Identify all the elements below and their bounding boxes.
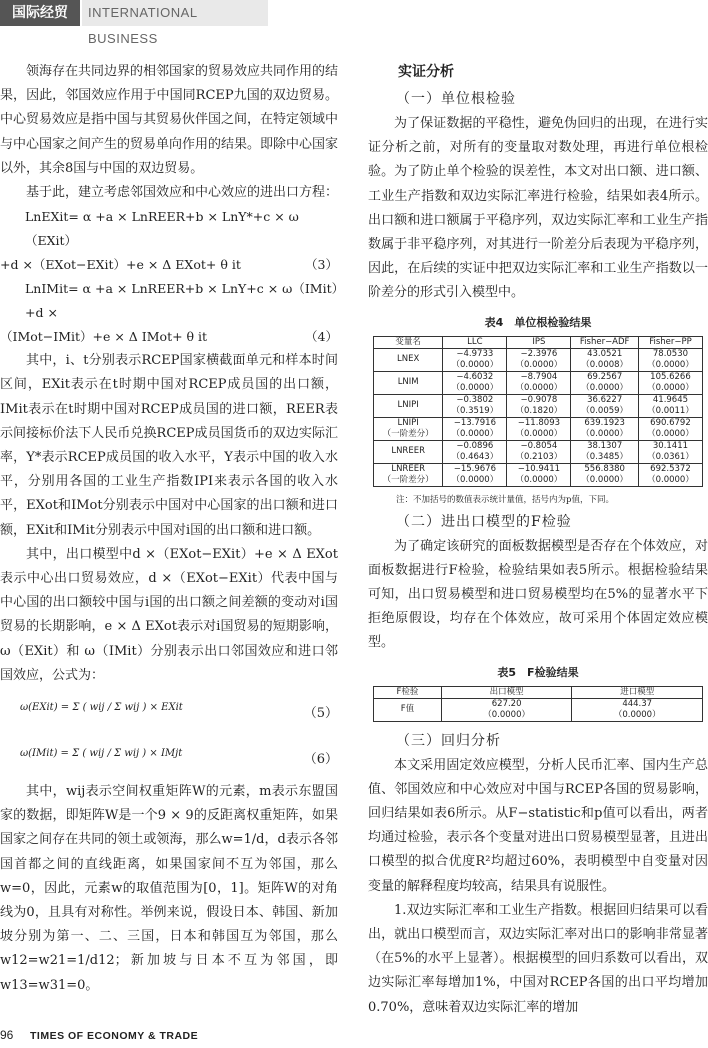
table-cell: 43.0521 （0.0008） <box>571 348 639 371</box>
table-row <box>374 440 703 463</box>
section-label-en: INTERNATIONAL BUSINESS <box>82 0 268 26</box>
table-header-cell: 变量名 <box>374 336 443 348</box>
table-note: 注：不加括号的数值表示统计量值，括号内为p值，下同。 <box>396 494 614 505</box>
table-cell: −13.7916 （0.0000） <box>443 417 507 440</box>
subsection-heading: （二）进出口模型的F检验 <box>396 513 572 530</box>
equation-number: （5） <box>303 706 338 722</box>
table-cell: 444.37 （0.0000） <box>572 698 703 721</box>
table-header-cell: LLC <box>443 336 507 348</box>
table-cell: −8.7904 （0.0000） <box>507 371 571 394</box>
table-cell: 639.1923 （0.0000） <box>571 417 639 440</box>
table-row <box>374 463 703 486</box>
paragraph: 基于此，建立考虑邻国效应和中心效应的进出口方程： <box>26 185 339 201</box>
table-header-row <box>374 336 703 348</box>
page-footer <box>0 1018 708 1048</box>
table-header-cell: Fisher−PP <box>638 336 702 348</box>
table-row <box>374 698 703 721</box>
table-cell: 36.6227 （0.0059） <box>571 394 639 417</box>
table-cell: 690.6792 （0.0000） <box>638 417 702 440</box>
table-cell: LNREER （一阶差分） <box>374 463 443 486</box>
table-header-cell: Fisher−ADF <box>571 336 639 348</box>
table-cell: 692.5372 （0.0000） <box>638 463 702 486</box>
page-number: 96 <box>0 1028 14 1042</box>
table-row <box>374 371 703 394</box>
table-cell: 41.9645 （0.0011） <box>638 394 702 417</box>
formula-text: ω(EXit) = Σ ( wij / Σ wij ) × EXit <box>20 702 183 714</box>
table-cell: LNIPI （一阶差分） <box>374 417 443 440</box>
paragraph: 为了确定该研究的面板数据模型是否存在个体效应，对面板数据进行F检验，检验结果如表5所示。根据检验结果可知，出口贸易模型和进口贸易模型均在5%的显著水平下拒绝原假设，均存在个体效应，故可采用个体固定效应模型。 <box>368 538 708 651</box>
formula-text: ω(IMit) = Σ ( wij / Σ wij ) × IMjt <box>20 748 183 760</box>
table-row <box>374 394 703 417</box>
table-cell: −10.9411 （0.0000） <box>507 463 571 486</box>
table-cell: 30.1411 （0.0361） <box>638 440 702 463</box>
formula-6 <box>0 734 338 780</box>
right-column <box>368 60 708 1020</box>
paragraph: 本文采用固定效应模型，分析人民币汇率、国内生产总值、邻国效应和中心效应对中国与RCEP各国的贸易影响，回归结果如表6所示。从F−statistic和p值可以看出，两者均通过检验，表示各个变量对进出口贸易模型显著，且进出口模型的拟合优度R²均超过60%，表明模型中自变量对因变量的解释程度均较高，结果具有说服性。 <box>368 757 708 894</box>
paragraph: 为了保证数据的平稳性，避免伪回归的出现，在进行实证分析之前，对所有的变量取对数处理，再进行单位根检验。为了防止单个检验的误差性，本文对出口额、进口额、工业生产指数和双边实际汇率进行检验，结果如表4所示。出口额和进口额属于平稳序列，双边实际汇率和工业生产指数属于非平稳序列，对其进行一阶差分后表现为平稳序列，因此，在后续的实证中把双边实际汇率和工业生产指数以一阶差分的形式引入模型中。 <box>368 116 708 301</box>
equation-number: （3） <box>305 257 338 273</box>
table-header-cell: IPS <box>507 336 571 348</box>
table-caption: 表5 F检验结果 <box>497 665 579 679</box>
table-cell: −0.8054 （0.2103） <box>507 440 571 463</box>
table-body <box>374 348 703 486</box>
table-cell: LNREER <box>374 440 443 463</box>
table-cell: −0.3802 （0.3519） <box>443 394 507 417</box>
equation-line: +d ×（EXot−EXit）+e × Δ EXot+ θ it <box>0 257 241 273</box>
table-cell: −4.6032 （0.0000） <box>443 371 507 394</box>
table-cell: LNIPI <box>374 394 443 417</box>
paragraph: 领海存在共同边界的相邻国家的贸易效应共同作用的结果，因此，邻国效应作用于中国同RCEP九国的双边贸易。中心贸易效应是指中国与其贸易伙伴国之间，在特定领域中与中心国家之间产生的贸易单向作用的结果。即除中心国家以外，其余8国与中国的双边贸易。 <box>0 64 339 176</box>
table-header-cell: 出口模型 <box>441 686 572 698</box>
table-row <box>374 417 703 440</box>
table-cell: 627.20 （0.0000） <box>441 698 572 721</box>
subsection-heading: （一）单位根检验 <box>396 91 516 107</box>
table-cell: 38.1307 （0.3485） <box>571 440 639 463</box>
equation-4 <box>0 277 338 349</box>
equation-line: LnIMit= α +a × LnREER+b × LnY+c × ω（IMit）+d × <box>25 281 338 321</box>
paragraph: 其中，wij表示空间权重矩阵W的元素，m表示东盟国家的数据，即矩阵W是一个9 × 9的反距离权重矩阵，如果国家之间存在共同的领土或领海，那么w=1/d，d表示各邻国首都之间的直线距离，如果国家间不互为邻国，那么w=0，因此，元素w的取值范围为[0，1]。矩阵W的对角线为0，且具有对称性。举例来说，假设日本、韩国、新加坡分别为第一、二、三国，日本和韩国互为邻国，那么w12=w21=1/d12；新加坡与日本不互为邻国，即w13=w31=0。 <box>0 784 338 993</box>
table-cell: LNIM <box>374 371 443 394</box>
equation-line: LnEXit= α +a × LnREER+b × LnY*+c × ω（EXit） <box>25 209 299 249</box>
paragraph: 1.双边实际汇率和工业生产指数。根据回归结果可以看出，就出口模型而言，双边实际汇率对出口的影响非常显著（在5%的水平上显著）。根据模型的回归系数可以看出，双边实际汇率每增加1%，中国对RCEP各国的出口平均增加0.70%，意味着双边实际汇率的增加 <box>368 902 708 1015</box>
section-header <box>0 0 708 46</box>
table-cell: −0.9078 （0.1820） <box>507 394 571 417</box>
table-cell: −11.8093 （0.0000） <box>507 417 571 440</box>
f-test-table <box>373 686 703 722</box>
formula-5 <box>0 688 338 734</box>
subsection-heading: （三）回归分析 <box>396 732 501 749</box>
table-cell: 105.6266 （0.0000） <box>638 371 702 394</box>
paragraph: 其中，i、t分别表示RCEP国家横截面单元和样本时间区间，EXit表示在t时期中国对RCEP成员国的出口额，IMit表示在t时期中国对RCEP成员国的进口额，REER表示间接标价法下人民币兑换RCEP成员国货币的双边实际汇率，Y*表示RCEP成员国的收入水平，Y表示中国的收入水平，分别用各国的工业生产指数IPI来表示各国的收入水平，EXot和IMot分别表示中国对中心国家的出口额和进口额，EXit和IMit分别表示中国对i国的出口额和进口额。 <box>0 353 338 538</box>
table-caption: 表4 单位根检验结果 <box>484 315 592 329</box>
table-row <box>374 348 703 371</box>
equation-number: （6） <box>303 752 338 768</box>
table-cell: 78.0530 （0.0000） <box>638 348 702 371</box>
paragraph: 其中，出口模型中d ×（EXot−EXit）+e × Δ EXot表示中心出口贸易效应，d ×（EXot−EXit）代表中国与中心国的出口额较中国与i国的出口额之间差额的变动对i国贸易的长期影响，e × Δ EXot表示对i国贸易的短期影响，ω（EXit）和 ω（IMit）分别表示出口邻国效应和进口邻国效应，公式为： <box>0 546 338 683</box>
table-cell: LNEX <box>374 348 443 371</box>
journal-name: TIMES OF ECONOMY & TRADE <box>30 1030 199 1042</box>
unit-root-table <box>373 336 703 487</box>
table-cell: −15.9676 （0.0000） <box>443 463 507 486</box>
table-header-row <box>374 686 703 698</box>
table-cell: 69.2567 （0.0000） <box>571 371 639 394</box>
left-column <box>0 60 338 998</box>
table-cell: F值 <box>374 698 442 721</box>
section-heading: 实证分析 <box>398 64 454 80</box>
table-cell: −0.0896 （0.4643） <box>443 440 507 463</box>
table-header-cell: F检验 <box>374 686 442 698</box>
section-label-cn: 国际经贸 <box>0 0 80 26</box>
table-cell: −4.9733 （0.0000） <box>443 348 507 371</box>
table-cell: 556.8380 （0.0000） <box>571 463 639 486</box>
equation-3 <box>0 205 338 277</box>
equation-line: （IMot−IMit）+e × Δ IMot+ θ it <box>0 329 208 345</box>
table-header-cell: 进口模型 <box>572 686 703 698</box>
table-cell: −2.3976 （0.0000） <box>507 348 571 371</box>
equation-number: （4） <box>305 329 338 345</box>
